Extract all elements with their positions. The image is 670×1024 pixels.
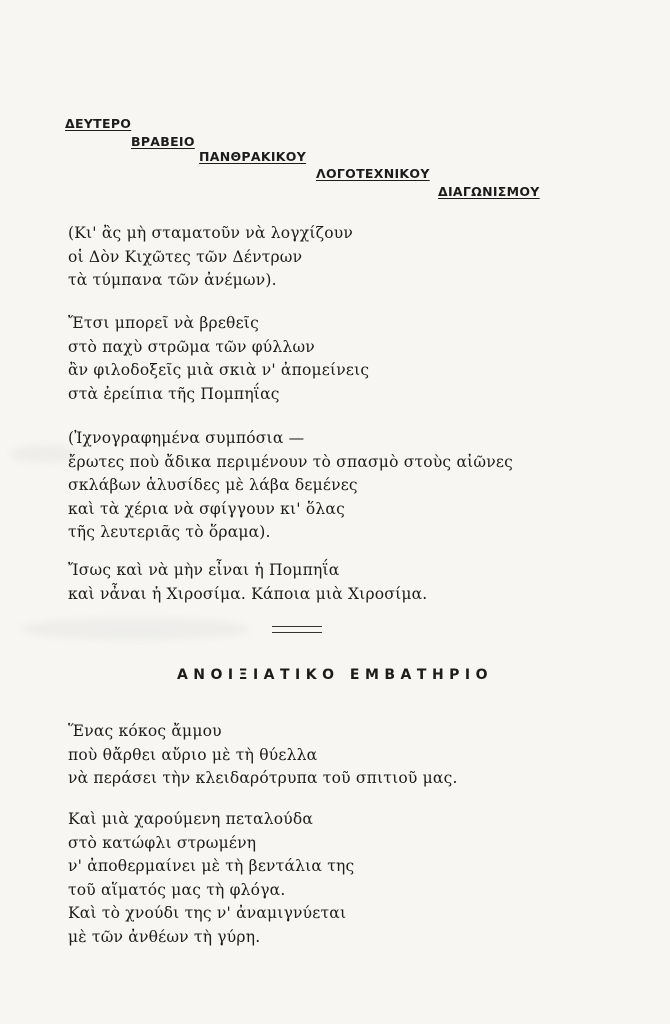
verse-line: (Ἰχνογραφημένα συμπόσια —	[68, 429, 305, 447]
award-heading-line: ΠΑΝΘΡΑΚΙΚΟΥ	[199, 149, 307, 164]
first-poem-stanza-1	[68, 222, 588, 293]
verse-line: τοῦ αἵματός μας τὴ φλόγα.	[68, 880, 286, 899]
verse-line: νὰ περάσει τὴν κλειδαρότρυπα τοῦ σπιτιοῦ μας.	[68, 769, 458, 787]
award-heading-line: ΒΡΑΒΕΙΟ	[131, 134, 195, 149]
verse-line: (Κι' ἂς μὴ σταματοῦν νὰ λογχίζουν	[68, 224, 353, 242]
first-poem-stanza-4	[68, 559, 588, 606]
scan-smudge	[20, 618, 250, 640]
verse-line: στὸ παχὺ στρῶμα τῶν φύλλων	[68, 337, 315, 356]
verse-line: Καὶ μιὰ χαρούμενη πεταλούδα	[68, 810, 314, 828]
poem-title: ΑΝΟΙΞΙΑΤΙΚΟ ΕΜΒΑΤΗΡΙΟ	[176, 667, 494, 683]
verse-line: Ἕνας κόκος ἄμμου	[68, 722, 222, 740]
first-poem-stanza-2	[68, 312, 588, 406]
verse-line: ποὺ θἄρθει αὔριο μὲ τὴ θύελλα	[68, 745, 318, 764]
verse-line: στὰ ἐρείπια τῆς Πομπηΐας	[68, 384, 280, 403]
award-heading-line: ΔΕΥΤΕΡΟ	[65, 116, 132, 131]
verse-line: ἂν φιλοδοξεῖς μιὰ σκιὰ ν' ἀπομείνεις	[68, 361, 370, 379]
verse-line: ν' ἀποθερμαίνει μὲ τὴ βεντάλια της	[68, 857, 355, 875]
verse-line: ἔρωτες ποὺ ἄδικα περιμένουν τὸ σπασμὸ στοὺς αἰῶνες	[68, 452, 513, 471]
verse-line: Ἴσως καὶ νὰ μὴν εἶναι ἡ Πομπηΐα	[68, 561, 340, 579]
award-heading-line: ΛΟΓΟΤΕΧΝΙΚΟΥ	[316, 166, 430, 181]
verse-line: τῆς λευτεριᾶς τὸ ὅραμα).	[68, 523, 271, 541]
first-poem-stanza-3	[68, 427, 588, 545]
verse-line: μὲ τῶν ἀνθέων τὴ γύρη.	[68, 927, 261, 946]
verse-line: Ἔτσι μπορεῖ νὰ βρεθεῖς	[68, 314, 259, 332]
verse-line: οἱ Δὸν Κιχῶτες τῶν Δέντρων	[68, 247, 303, 266]
verse-line: τὰ τύμπανα τῶν ἀνέμων).	[68, 271, 277, 289]
second-poem-stanza-1	[68, 720, 588, 791]
verse-line: καὶ τὰ χέρια νὰ σφίγγουν κι' ὅλας	[68, 499, 345, 518]
verse-line: καὶ νἆναι ἡ Χιροσίμα. Κάποια μιὰ Χιροσίμα.	[68, 584, 428, 603]
verse-line: Καὶ τὸ χνούδι της ν' ἀναμιγνύεται	[68, 904, 347, 922]
verse-line: σκλάβων ἁλυσίδες μὲ λάβα δεμένες	[68, 476, 358, 494]
award-heading-line: ΔΙΑΓΩΝΙΣΜΟΥ	[438, 184, 540, 199]
second-poem-stanza-2	[68, 808, 588, 949]
section-divider	[272, 626, 322, 633]
verse-line: στὸ κατώφλι στρωμένη	[68, 833, 257, 852]
